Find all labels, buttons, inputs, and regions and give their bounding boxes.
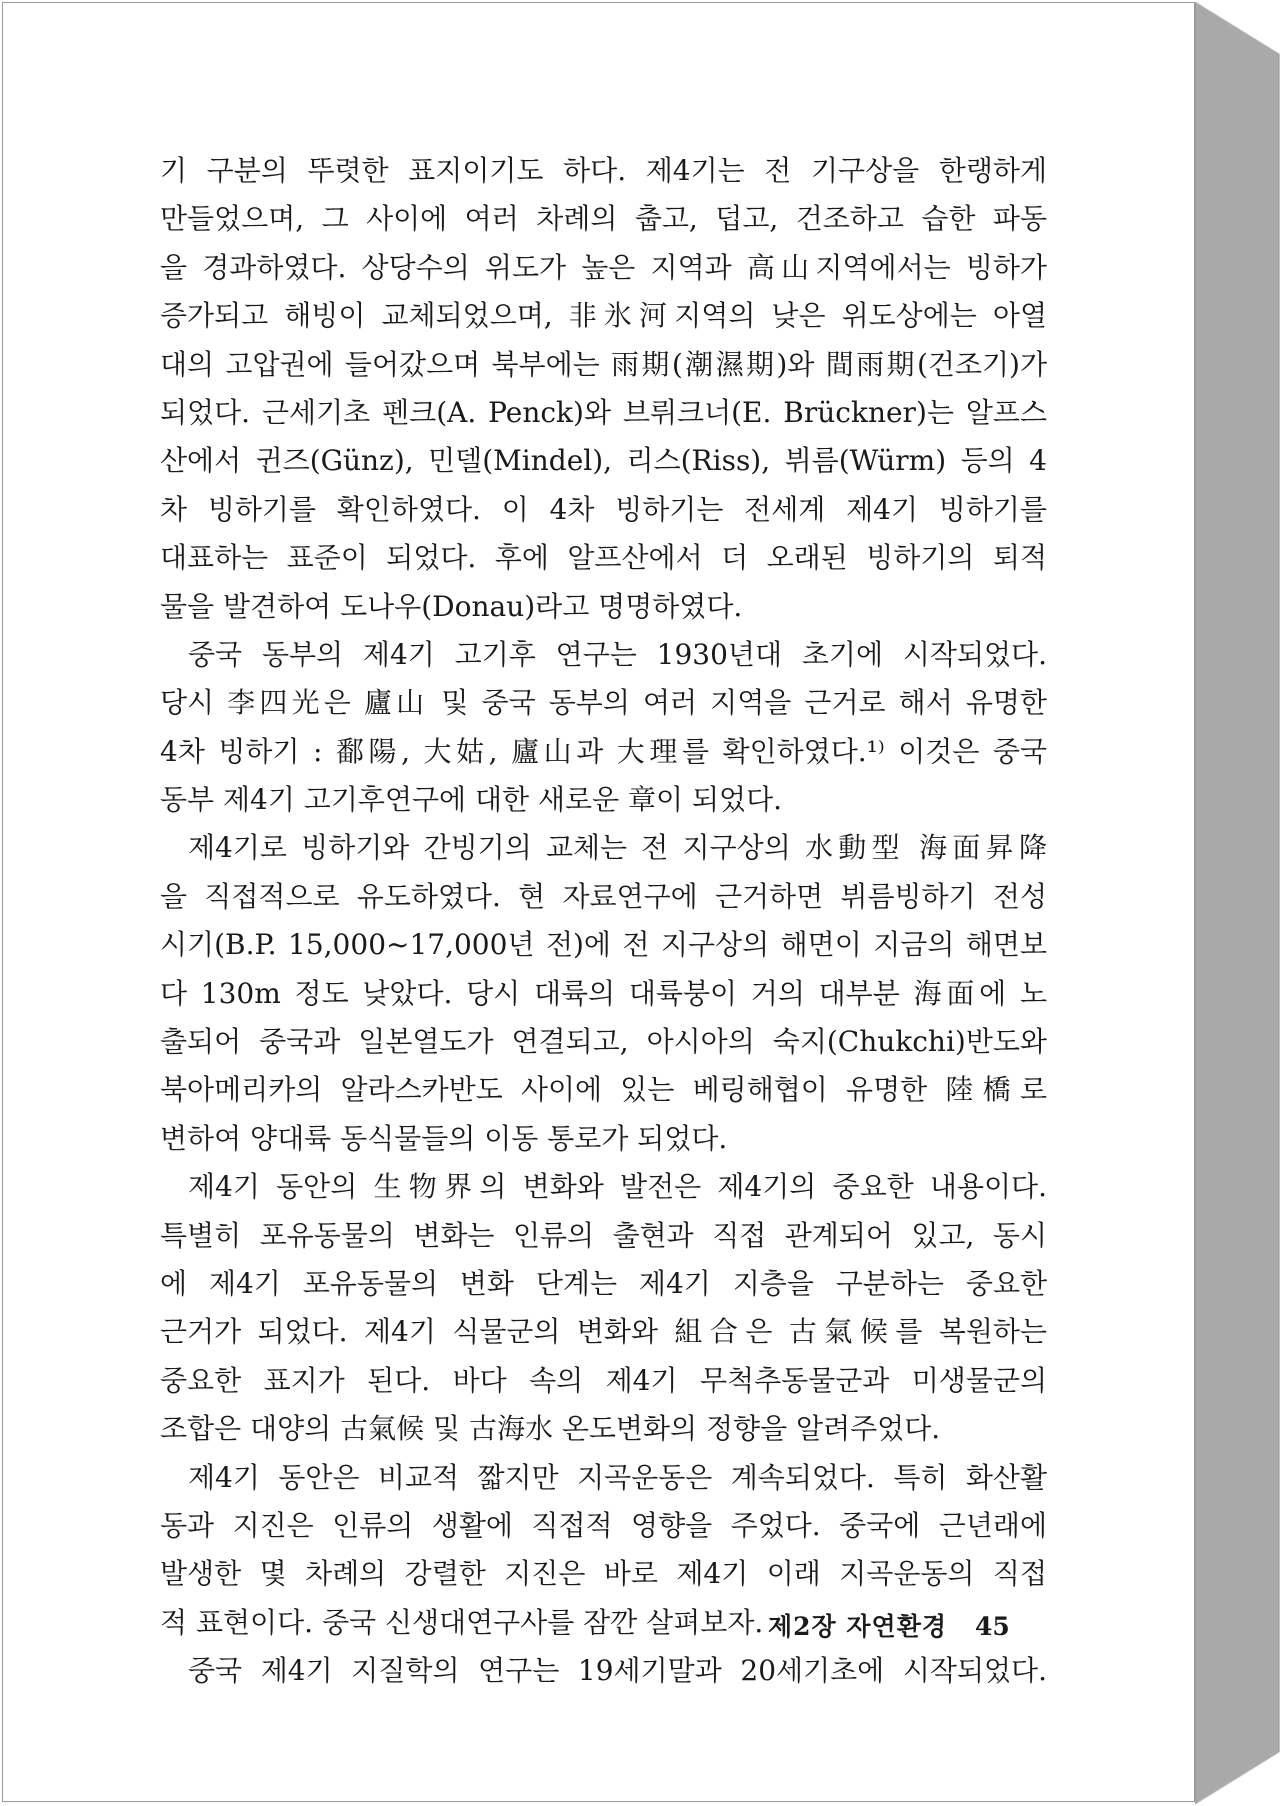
chapter-title: 제2장 자연환경 <box>768 1612 947 1641</box>
paragraph-start-line: 중국 동부의 제4기 고기후 연구는 1930년대 초기에 시작되었다. <box>188 637 1047 671</box>
text-line: 당시 李四光은 廬山 및 중국 동부의 여러 지역을 근거로 해서 유명한 <box>160 686 1047 720</box>
text-line: 중요한 표지가 된다. 바다 속의 제4기 무척추동물군과 미생물군의 <box>160 1363 1047 1397</box>
text-line: 4차 빙하기 : 鄱陽, 大姑, 廬山과 大理를 확인하였다.¹⁾ 이것은 중국 <box>160 734 1047 768</box>
text-line: 변하여 양대륙 동식물들의 이동 통로가 되었다. <box>160 1121 728 1155</box>
text-line: 발생한 몇 차례의 강렬한 지진은 바로 제4기 이래 지곡운동의 직접 <box>160 1557 1047 1591</box>
text-line: 적 표현이다. 중국 신생대연구사를 잠깐 살펴보자. <box>160 1605 764 1639</box>
text-line: 을 경과하였다. 상당수의 위도가 높은 지역과 高山지역에서는 빙하가 <box>160 250 1047 284</box>
text-line: 출되어 중국과 일본열도가 연결되고, 아시아의 숙지(Chukchi)반도와 <box>160 1025 1047 1059</box>
paragraph-start-line: 중국 제4기 지질학의 연구는 19세기말과 20세기초에 시작되었다. <box>188 1654 1047 1688</box>
paragraph-start-line: 제4기 동안의 生物界의 변화와 발전은 제4기의 중요한 내용이다. <box>188 1170 1047 1204</box>
text-line: 동부 제4기 고기후연구에 대한 새로운 章이 되었다. <box>160 783 783 817</box>
text-line: 기 구분의 뚜렷한 표지이기도 하다. 제4기는 전 기구상을 한랭하게 <box>160 154 1047 187</box>
page-stack-edge-shape <box>1195 0 1283 1806</box>
page-stack-edge <box>1195 0 1283 1806</box>
text-line: 시기(B.P. 15,000~17,000년 전)에 전 지구상의 해면이 지금의 해면보 <box>160 928 1047 962</box>
text-line: 대표하는 표준이 되었다. 후에 알프산에서 더 오래된 빙하기의 퇴적 <box>160 541 1047 575</box>
text-line: 만들었으며, 그 사이에 여러 차례의 춥고, 덥고, 건조하고 습한 파동 <box>160 202 1047 236</box>
text-line: 물을 발견하여 도나우(Donau)라고 명명하였다. <box>160 589 743 623</box>
body-text <box>160 147 1047 1696</box>
text-line: 동과 지진은 인류의 생활에 직접적 영향을 주었다. 중국에 근년래에 <box>160 1508 1047 1542</box>
text-line: 을 직접적으로 유도하였다. 현 자료연구에 근거하면 뷔름빙하기 전성 <box>160 879 1047 913</box>
text-line: 산에서 귄즈(Günz), 민델(Mindel), 리스(Riss), 뷔름(Würm) 등의 4 <box>160 444 1047 478</box>
text-line: 대의 고압권에 들어갔으며 북부에는 雨期(潮濕期)와 間雨期(건조기)가 <box>160 347 1047 381</box>
text-line: 조합은 대양의 古氣候 및 古海水 온도변화의 정향을 알려주었다. <box>160 1412 941 1446</box>
text-line: 특별히 포유동물의 변화는 인류의 출현과 직접 관계되어 있고, 동시 <box>160 1218 1047 1252</box>
text-line: 다 130m 정도 낮았다. 당시 대륙의 대륙붕이 거의 대부분 海面에 노 <box>160 976 1047 1010</box>
page-number: 45 <box>975 1612 1010 1641</box>
text-line: 북아메리카의 알라스카반도 사이에 있는 베링해협이 유명한 陸橋로 <box>160 1073 1047 1107</box>
text-line: 차 빙하기를 확인하였다. 이 4차 빙하기는 전세계 제4기 빙하기를 <box>160 492 1047 526</box>
text-line: 근거가 되었다. 제4기 식물군의 변화와 組合은 古氣候를 복원하는 <box>160 1315 1047 1349</box>
text-line: 되었다. 근세기초 펜크(A. Penck)와 브뤼크너(E. Brückner)는 알프스 <box>160 395 1047 429</box>
text-line: 에 제4기 포유동물의 변화 단계는 제4기 지층을 구분하는 중요한 <box>160 1266 1047 1300</box>
page-footer <box>768 1607 1010 1647</box>
paragraph-start-line: 제4기로 빙하기와 간빙기의 교체는 전 지구상의 水動型 海面昇降 <box>188 831 1047 865</box>
text-line: 증가되고 해빙이 교체되었으며, 非氷河지역의 낮은 위도상에는 아열 <box>160 299 1047 333</box>
paragraph-start-line: 제4기 동안은 비교적 짧지만 지곡운동은 계속되었다. 특히 화산활 <box>188 1460 1047 1494</box>
